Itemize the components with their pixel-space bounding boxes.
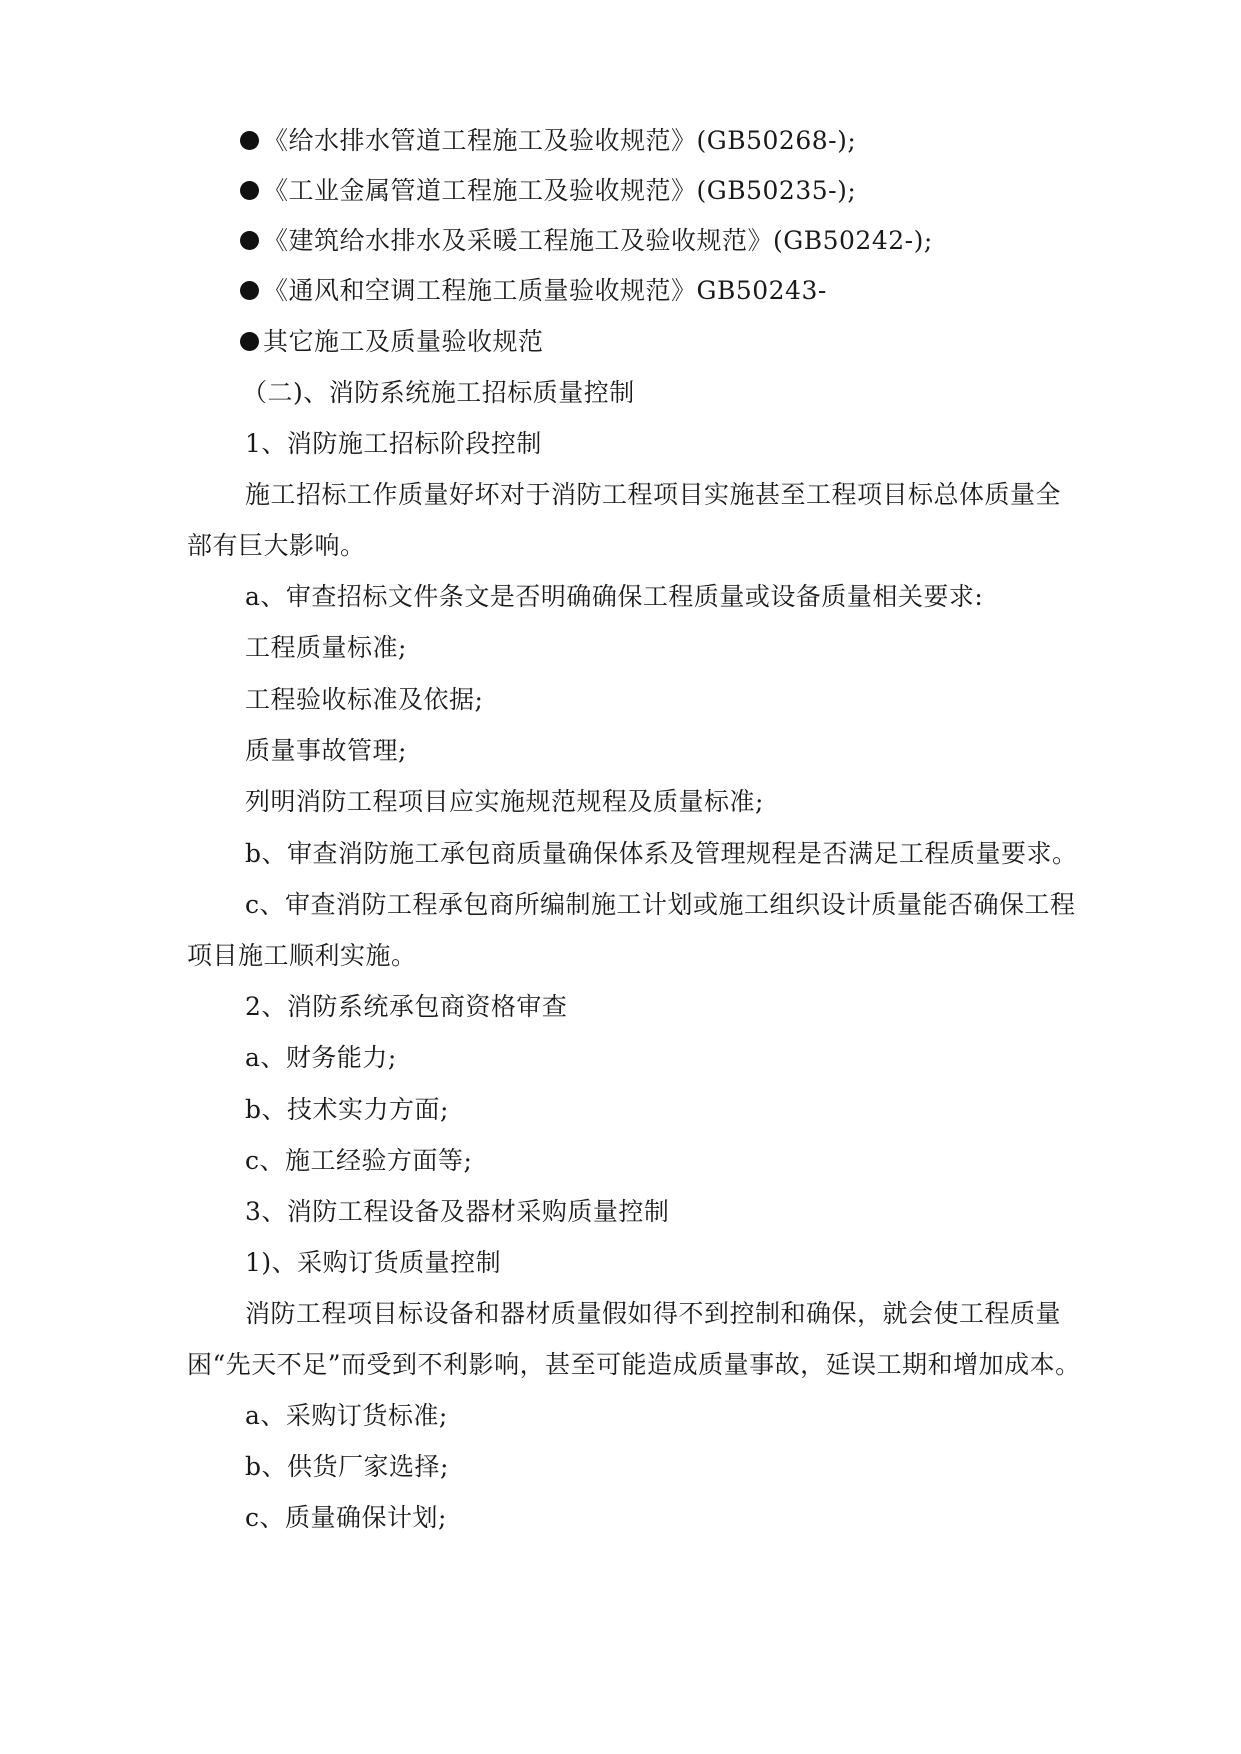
- subsection-heading: 2、消防系统承包商资格审查: [245, 992, 568, 1021]
- section-heading: （二)、消防系统施工招标质量控制: [242, 378, 635, 407]
- bullet-item: [240, 225, 933, 257]
- bullet-text: 《建筑给水排水及采暖工程施工及验收规范》(GB50242-);: [263, 226, 933, 255]
- bullet-icon: [240, 332, 259, 351]
- bullet-item: [240, 326, 544, 358]
- paragraph-line: c、审查消防工程承包商所编制施工计划或施工组织设计质量能否确保工程: [245, 890, 1076, 919]
- subsection-heading: 1)、采购订货质量控制: [245, 1248, 502, 1277]
- list-item: a、财务能力;: [245, 1043, 397, 1072]
- bullet-icon: [240, 131, 259, 150]
- list-item: a、采购订货标准;: [245, 1401, 448, 1430]
- bullet-icon: [240, 181, 259, 200]
- list-item: 工程质量标准;: [245, 633, 407, 662]
- paragraph-line: 项目施工顺利实施。: [187, 941, 417, 970]
- subsection-heading: 1、消防施工招标阶段控制: [245, 429, 542, 458]
- list-item: b、技术实力方面;: [245, 1095, 449, 1124]
- bullet-icon: [240, 231, 259, 250]
- paragraph-line: 施工招标工作质量好坏对于消防工程项目实施甚至工程项目标总体质量全: [245, 480, 1062, 509]
- paragraph-line: 部有巨大影响。: [187, 531, 366, 560]
- list-item: c、施工经验方面等;: [245, 1146, 473, 1175]
- bullet-icon: [240, 281, 259, 300]
- subsection-heading: 3、消防工程设备及器材采购质量控制: [245, 1197, 670, 1226]
- bullet-text: 《工业金属管道工程施工及验收规范》(GB50235-);: [263, 176, 857, 205]
- paragraph-line: 消防工程项目标设备和器材质量假如得不到控制和确保，就会使工程质量: [245, 1299, 1062, 1328]
- list-item: 工程验收标准及依据;: [245, 685, 484, 714]
- list-item: 列明消防工程项目应实施规范规程及质量标准;: [245, 787, 764, 816]
- bullet-text: 其它施工及质量验收规范: [263, 327, 544, 356]
- bullet-item: [240, 125, 856, 157]
- bullet-text: 《给水排水管道工程施工及验收规范》(GB50268-);: [263, 126, 857, 155]
- bullet-text: 《通风和空调工程施工质量验收规范》GB50243-: [263, 276, 827, 305]
- list-item: b、审查消防施工承包商质量确保体系及管理规程是否满足工程质量要求。: [245, 839, 1078, 868]
- list-item: a、审查招标文件条文是否明确确保工程质量或设备质量相关要求:: [245, 582, 984, 611]
- bullet-item: [240, 275, 827, 307]
- list-item: b、供货厂家选择;: [245, 1452, 449, 1481]
- list-item: 质量事故管理;: [245, 736, 407, 765]
- list-item: c、质量确保计划;: [245, 1503, 447, 1532]
- paragraph-line: 困“先天不足”而受到不利影响，甚至可能造成质量事故，延误工期和增加成本。: [187, 1350, 1081, 1379]
- bullet-item: [240, 175, 856, 207]
